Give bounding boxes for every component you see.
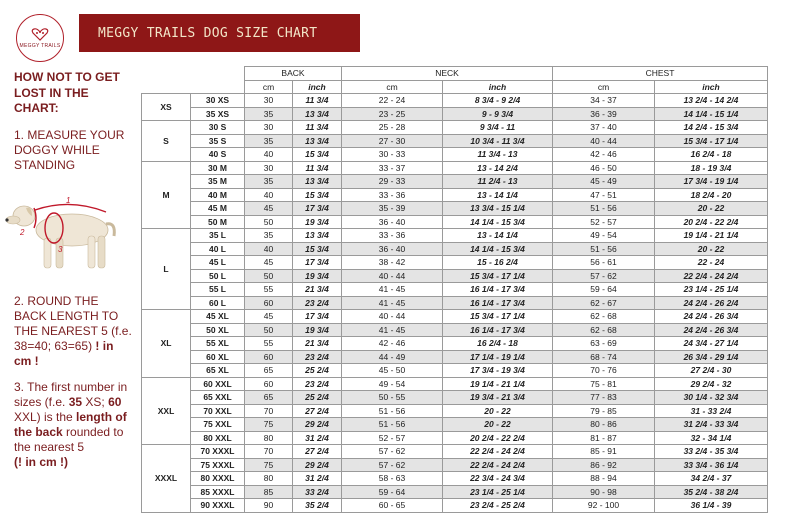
neck-inch-cell: 13 - 14 1/4: [443, 229, 553, 243]
size-label: 60 XL: [191, 350, 245, 364]
chest-cm-cell: 92 - 100: [553, 499, 655, 513]
size-label: 30 XS: [191, 94, 245, 108]
chest-cm-cell: 86 - 92: [553, 458, 655, 472]
chest-cm-cell: 42 - 46: [553, 148, 655, 162]
neck-inch-cell: 13 - 14 1/4: [443, 188, 553, 202]
chest-inch-cell: 20 2/4 - 22 2/4: [655, 215, 768, 229]
size-label: 45 L: [191, 256, 245, 270]
table-row: [142, 337, 768, 351]
neck-inch-cell: 15 3/4 - 17 1/4: [443, 269, 553, 283]
chest-inch-cell: 24 3/4 - 27 1/4: [655, 337, 768, 351]
step-3-part: length of the back: [14, 409, 127, 439]
back-cm-cell: 50: [245, 269, 293, 283]
back-inch-cell: 21 3/4: [293, 337, 342, 351]
table-row: [142, 94, 768, 108]
neck-cm-cell: 41 - 45: [342, 323, 443, 337]
step-3-part: 35: [68, 394, 83, 409]
dog-label-1: 1: [66, 196, 71, 205]
instruction-step-2: [14, 294, 134, 369]
chest-inch-cell: 18 - 19 3/4: [655, 161, 768, 175]
size-group-label: XS: [142, 94, 191, 121]
chest-cm-cell: 75 - 81: [553, 377, 655, 391]
size-label: 90 XXXL: [191, 499, 245, 513]
chest-inch-cell: 29 2/4 - 32: [655, 377, 768, 391]
back-inch-cell: 19 3/4: [293, 269, 342, 283]
back-inch-cell: 11 3/4: [293, 161, 342, 175]
neck-cm-cell: 33 - 36: [342, 188, 443, 202]
back-cm-cell: 45: [245, 256, 293, 270]
chest-inch-cell: 16 2/4 - 18: [655, 148, 768, 162]
table-row: [142, 323, 768, 337]
chest-cm-cell: 63 - 69: [553, 337, 655, 351]
size-label: 30 M: [191, 161, 245, 175]
size-label: 75 XXL: [191, 418, 245, 432]
table-row: [142, 161, 768, 175]
size-label: 80 XXXL: [191, 472, 245, 486]
back-inch-cell: 23 2/4: [293, 350, 342, 364]
neck-inch-cell: 16 2/4 - 18: [443, 337, 553, 351]
back-inch-cell: 19 3/4: [293, 323, 342, 337]
back-cm-cell: 60: [245, 350, 293, 364]
chest-inch-cell: 33 3/4 - 36 1/4: [655, 458, 768, 472]
header-chest: CHEST: [553, 67, 768, 81]
back-inch-cell: 15 3/4: [293, 188, 342, 202]
back-cm-cell: 35: [245, 134, 293, 148]
chest-cm-cell: 81 - 87: [553, 431, 655, 445]
size-group-label: XXXL: [142, 445, 191, 513]
size-group-label: S: [142, 121, 191, 162]
table-row: [142, 445, 768, 459]
neck-cm-cell: 29 - 33: [342, 175, 443, 189]
table-row: [142, 148, 768, 162]
chest-inch-cell: 18 2/4 - 20: [655, 188, 768, 202]
table-row: [142, 175, 768, 189]
back-inch-cell: 33 2/4: [293, 485, 342, 499]
back-cm-cell: 35: [245, 107, 293, 121]
back-inch-cell: 15 3/4: [293, 148, 342, 162]
table-row: [142, 269, 768, 283]
chest-inch-cell: 14 1/4 - 15 1/4: [655, 107, 768, 121]
dog-label-2: 2: [20, 228, 25, 237]
neck-inch-cell: 22 2/4 - 24 2/4: [443, 445, 553, 459]
neck-inch-cell: 16 1/4 - 17 3/4: [443, 323, 553, 337]
neck-cm-cell: 44 - 49: [342, 350, 443, 364]
neck-inch-cell: 20 - 22: [443, 418, 553, 432]
neck-cm-cell: 27 - 30: [342, 134, 443, 148]
chest-inch-cell: 24 2/4 - 26 3/4: [655, 310, 768, 324]
size-group-label: XXL: [142, 377, 191, 445]
neck-cm-cell: 40 - 44: [342, 310, 443, 324]
back-cm-cell: 40: [245, 188, 293, 202]
size-group-label: M: [142, 161, 191, 229]
neck-cm-cell: 51 - 56: [342, 418, 443, 432]
chest-cm-cell: 62 - 67: [553, 296, 655, 310]
size-group-label: XL: [142, 310, 191, 378]
size-label: 60 XXL: [191, 377, 245, 391]
unit-header: cm: [245, 80, 293, 94]
chest-cm-cell: 59 - 64: [553, 283, 655, 297]
step-3-part: XS;: [82, 394, 109, 409]
chest-inch-cell: 20 - 22: [655, 242, 768, 256]
neck-inch-cell: 13 3/4 - 15 1/4: [443, 202, 553, 216]
neck-inch-cell: 9 3/4 - 11: [443, 121, 553, 135]
table-row: [142, 418, 768, 432]
neck-cm-cell: 51 - 56: [342, 404, 443, 418]
size-label: 35 XS: [191, 107, 245, 121]
back-cm-cell: 70: [245, 445, 293, 459]
size-label: 35 M: [191, 175, 245, 189]
table-row: [142, 499, 768, 513]
step-3-part: rounded to the nearest 5: [14, 424, 124, 454]
chest-inch-cell: 24 2/4 - 26 2/4: [655, 296, 768, 310]
table-row: [142, 310, 768, 324]
back-cm-cell: 45: [245, 310, 293, 324]
neck-inch-cell: 14 1/4 - 15 3/4: [443, 215, 553, 229]
size-label: 45 M: [191, 202, 245, 216]
chest-cm-cell: 70 - 76: [553, 364, 655, 378]
table-row: [142, 391, 768, 405]
neck-cm-cell: 23 - 25: [342, 107, 443, 121]
brand-logo: [16, 14, 64, 62]
back-inch-cell: 29 2/4: [293, 418, 342, 432]
chest-inch-cell: 31 - 33 2/4: [655, 404, 768, 418]
neck-cm-cell: 33 - 37: [342, 161, 443, 175]
step-3-part: XXL) is the: [14, 409, 77, 424]
size-group-label: L: [142, 229, 191, 310]
neck-inch-cell: 20 2/4 - 22 2/4: [443, 431, 553, 445]
table-row: [142, 121, 768, 135]
back-cm-cell: 55: [245, 337, 293, 351]
neck-inch-cell: 23 1/4 - 25 1/4: [443, 485, 553, 499]
size-label: 60 L: [191, 296, 245, 310]
back-inch-cell: 13 3/4: [293, 175, 342, 189]
neck-inch-cell: 17 1/4 - 19 1/4: [443, 350, 553, 364]
neck-cm-cell: 52 - 57: [342, 431, 443, 445]
instruction-step-3: [14, 380, 134, 470]
table-row: [142, 350, 768, 364]
logo-text: MEGGY TRAILS: [19, 43, 61, 49]
chest-inch-cell: 33 2/4 - 35 3/4: [655, 445, 768, 459]
neck-cm-cell: 35 - 39: [342, 202, 443, 216]
back-cm-cell: 65: [245, 364, 293, 378]
chest-inch-cell: 32 - 34 1/4: [655, 431, 768, 445]
size-label: 40 L: [191, 242, 245, 256]
chest-cm-cell: 47 - 51: [553, 188, 655, 202]
back-cm-cell: 85: [245, 485, 293, 499]
back-inch-cell: 17 3/4: [293, 256, 342, 270]
neck-cm-cell: 22 - 24: [342, 94, 443, 108]
chest-cm-cell: 51 - 56: [553, 202, 655, 216]
chest-cm-cell: 51 - 56: [553, 242, 655, 256]
size-label: 65 XXL: [191, 391, 245, 405]
back-inch-cell: 11 3/4: [293, 121, 342, 135]
unit-header: cm: [553, 80, 655, 94]
neck-cm-cell: 59 - 64: [342, 485, 443, 499]
size-label: 30 S: [191, 121, 245, 135]
chest-inch-cell: 31 2/4 - 33 3/4: [655, 418, 768, 432]
size-label: 50 M: [191, 215, 245, 229]
back-inch-cell: 15 3/4: [293, 242, 342, 256]
back-inch-cell: 27 2/4: [293, 404, 342, 418]
chest-inch-cell: 36 1/4 - 39: [655, 499, 768, 513]
back-inch-cell: 17 3/4: [293, 202, 342, 216]
neck-cm-cell: 45 - 50: [342, 364, 443, 378]
back-cm-cell: 80: [245, 472, 293, 486]
neck-inch-cell: 16 1/4 - 17 3/4: [443, 296, 553, 310]
table-row: [142, 134, 768, 148]
chest-inch-cell: 14 2/4 - 15 3/4: [655, 121, 768, 135]
table-row: [142, 485, 768, 499]
chest-inch-cell: 23 1/4 - 25 1/4: [655, 283, 768, 297]
neck-inch-cell: 11 2/4 - 13: [443, 175, 553, 189]
back-inch-cell: 13 3/4: [293, 134, 342, 148]
chest-cm-cell: 37 - 40: [553, 121, 655, 135]
step-2-bold: ! in cm !: [14, 338, 114, 368]
neck-cm-cell: 49 - 54: [342, 377, 443, 391]
back-inch-cell: 25 2/4: [293, 391, 342, 405]
neck-cm-cell: 40 - 44: [342, 269, 443, 283]
table-row: [142, 364, 768, 378]
chest-cm-cell: 79 - 85: [553, 404, 655, 418]
neck-cm-cell: 38 - 42: [342, 256, 443, 270]
back-inch-cell: 27 2/4: [293, 445, 342, 459]
table-row: [142, 202, 768, 216]
paw-heart-icon: [30, 27, 50, 41]
back-cm-cell: 60: [245, 296, 293, 310]
back-cm-cell: 35: [245, 175, 293, 189]
size-label: 35 L: [191, 229, 245, 243]
dog-illustration: [2, 192, 120, 272]
neck-inch-cell: 22 2/4 - 24 2/4: [443, 458, 553, 472]
size-label: 40 M: [191, 188, 245, 202]
back-inch-cell: 31 2/4: [293, 431, 342, 445]
unit-header: inch: [443, 80, 553, 94]
neck-cm-cell: 33 - 36: [342, 229, 443, 243]
chest-cm-cell: 80 - 86: [553, 418, 655, 432]
back-cm-cell: 50: [245, 323, 293, 337]
back-inch-cell: 11 3/4: [293, 94, 342, 108]
chest-inch-cell: 13 2/4 - 14 2/4: [655, 94, 768, 108]
size-label: 50 L: [191, 269, 245, 283]
neck-inch-cell: 13 - 14 2/4: [443, 161, 553, 175]
chest-inch-cell: 26 3/4 - 29 1/4: [655, 350, 768, 364]
table-row: [142, 296, 768, 310]
back-cm-cell: 55: [245, 283, 293, 297]
neck-inch-cell: 11 3/4 - 13: [443, 148, 553, 162]
table-row: [142, 242, 768, 256]
neck-inch-cell: 16 1/4 - 17 3/4: [443, 283, 553, 297]
chest-inch-cell: 27 2/4 - 30: [655, 364, 768, 378]
chest-cm-cell: 40 - 44: [553, 134, 655, 148]
unit-header: cm: [342, 80, 443, 94]
size-label: 65 XL: [191, 364, 245, 378]
size-label: 85 XXXL: [191, 485, 245, 499]
size-label: 50 XL: [191, 323, 245, 337]
neck-inch-cell: 20 - 22: [443, 404, 553, 418]
table-row: [142, 229, 768, 243]
chest-inch-cell: 22 2/4 - 24 2/4: [655, 269, 768, 283]
chest-inch-cell: 34 2/4 - 37: [655, 472, 768, 486]
chest-cm-cell: 68 - 74: [553, 350, 655, 364]
chest-cm-cell: 34 - 37: [553, 94, 655, 108]
table-row: [142, 215, 768, 229]
chest-cm-cell: 45 - 49: [553, 175, 655, 189]
chest-cm-cell: 49 - 54: [553, 229, 655, 243]
neck-cm-cell: 57 - 62: [342, 445, 443, 459]
chest-inch-cell: 15 3/4 - 17 1/4: [655, 134, 768, 148]
back-inch-cell: 35 2/4: [293, 499, 342, 513]
chest-cm-cell: 52 - 57: [553, 215, 655, 229]
step-3-part: 60: [108, 394, 122, 409]
neck-inch-cell: 8 3/4 - 9 2/4: [443, 94, 553, 108]
chest-cm-cell: 85 - 91: [553, 445, 655, 459]
neck-inch-cell: 15 3/4 - 17 1/4: [443, 310, 553, 324]
step-3-part: 3. The first number in sizes (f.e.: [14, 379, 128, 409]
chest-inch-cell: 19 1/4 - 21 1/4: [655, 229, 768, 243]
chest-cm-cell: 90 - 98: [553, 485, 655, 499]
back-inch-cell: 13 3/4: [293, 229, 342, 243]
back-cm-cell: 30: [245, 94, 293, 108]
neck-cm-cell: 50 - 55: [342, 391, 443, 405]
header-back: BACK: [245, 67, 342, 81]
back-cm-cell: 40: [245, 242, 293, 256]
back-cm-cell: 50: [245, 215, 293, 229]
size-chart-body: [142, 94, 768, 513]
chest-inch-cell: 22 - 24: [655, 256, 768, 270]
chest-cm-cell: 77 - 83: [553, 391, 655, 405]
back-cm-cell: 65: [245, 391, 293, 405]
chest-cm-cell: 62 - 68: [553, 323, 655, 337]
size-label: 75 XXXL: [191, 458, 245, 472]
neck-cm-cell: 42 - 46: [342, 337, 443, 351]
step-3-part: (! in cm !): [14, 454, 68, 469]
neck-inch-cell: 19 3/4 - 21 3/4: [443, 391, 553, 405]
back-cm-cell: 90: [245, 499, 293, 513]
header-neck: NECK: [342, 67, 553, 81]
neck-inch-cell: 17 3/4 - 19 3/4: [443, 364, 553, 378]
step-2-text: 2. ROUND THE BACK LENGTH TO THE NEAREST 5 (f.e. 38=40; 63=65): [14, 293, 132, 353]
neck-inch-cell: 19 1/4 - 21 1/4: [443, 377, 553, 391]
table-row: [142, 458, 768, 472]
corner-cell: [142, 67, 245, 94]
chest-inch-cell: 17 3/4 - 19 1/4: [655, 175, 768, 189]
table-row: [142, 256, 768, 270]
size-label: 70 XXXL: [191, 445, 245, 459]
size-label: 40 S: [191, 148, 245, 162]
neck-inch-cell: 23 2/4 - 25 2/4: [443, 499, 553, 513]
back-inch-cell: 23 2/4: [293, 377, 342, 391]
chest-cm-cell: 36 - 39: [553, 107, 655, 121]
neck-cm-cell: 36 - 40: [342, 215, 443, 229]
size-label: 45 XL: [191, 310, 245, 324]
back-inch-cell: 25 2/4: [293, 364, 342, 378]
neck-cm-cell: 60 - 65: [342, 499, 443, 513]
back-inch-cell: 23 2/4: [293, 296, 342, 310]
table-row: [142, 431, 768, 445]
chest-inch-cell: 20 - 22: [655, 202, 768, 216]
chest-cm-cell: 57 - 62: [553, 269, 655, 283]
back-inch-cell: 29 2/4: [293, 458, 342, 472]
back-inch-cell: 17 3/4: [293, 310, 342, 324]
back-cm-cell: 80: [245, 431, 293, 445]
size-label: 55 L: [191, 283, 245, 297]
back-cm-cell: 35: [245, 229, 293, 243]
back-inch-cell: 13 3/4: [293, 107, 342, 121]
chest-cm-cell: 62 - 68: [553, 310, 655, 324]
neck-cm-cell: 30 - 33: [342, 148, 443, 162]
table-row: [142, 188, 768, 202]
neck-cm-cell: 25 - 28: [342, 121, 443, 135]
page-title: MEGGY TRAILS DOG SIZE CHART: [79, 14, 360, 52]
back-inch-cell: 21 3/4: [293, 283, 342, 297]
instructions-heading: HOW NOT TO GET LOST IN THE CHART:: [14, 70, 120, 115]
neck-cm-cell: 57 - 62: [342, 458, 443, 472]
chest-inch-cell: 24 2/4 - 26 3/4: [655, 323, 768, 337]
neck-cm-cell: 41 - 45: [342, 296, 443, 310]
table-row: [142, 283, 768, 297]
back-cm-cell: 40: [245, 148, 293, 162]
neck-inch-cell: 10 3/4 - 11 3/4: [443, 134, 553, 148]
back-cm-cell: 75: [245, 418, 293, 432]
unit-header: inch: [293, 80, 342, 94]
size-label: 80 XXL: [191, 431, 245, 445]
neck-cm-cell: 58 - 63: [342, 472, 443, 486]
size-label: 70 XXL: [191, 404, 245, 418]
back-cm-cell: 70: [245, 404, 293, 418]
chest-cm-cell: 88 - 94: [553, 472, 655, 486]
chest-cm-cell: 46 - 50: [553, 161, 655, 175]
size-chart-table: [141, 66, 768, 513]
size-label: 35 S: [191, 134, 245, 148]
back-cm-cell: 60: [245, 377, 293, 391]
table-row: [142, 107, 768, 121]
neck-inch-cell: 15 - 16 2/4: [443, 256, 553, 270]
chest-inch-cell: 35 2/4 - 38 2/4: [655, 485, 768, 499]
back-cm-cell: 30: [245, 121, 293, 135]
back-inch-cell: 19 3/4: [293, 215, 342, 229]
neck-inch-cell: 22 3/4 - 24 3/4: [443, 472, 553, 486]
chest-cm-cell: 56 - 61: [553, 256, 655, 270]
size-label: 55 XL: [191, 337, 245, 351]
instruction-step-1: 1. MEASURE YOUR DOGGY WHILE STANDING: [14, 127, 125, 172]
back-cm-cell: 45: [245, 202, 293, 216]
neck-cm-cell: 41 - 45: [342, 283, 443, 297]
dog-label-3: 3: [58, 245, 63, 254]
neck-cm-cell: 36 - 40: [342, 242, 443, 256]
back-inch-cell: 31 2/4: [293, 472, 342, 486]
table-row: [142, 404, 768, 418]
table-row: [142, 472, 768, 486]
table-row: [142, 377, 768, 391]
chest-inch-cell: 30 1/4 - 32 3/4: [655, 391, 768, 405]
neck-inch-cell: 9 - 9 3/4: [443, 107, 553, 121]
unit-header: inch: [655, 80, 768, 94]
back-cm-cell: 75: [245, 458, 293, 472]
neck-inch-cell: 14 1/4 - 15 3/4: [443, 242, 553, 256]
back-cm-cell: 30: [245, 161, 293, 175]
